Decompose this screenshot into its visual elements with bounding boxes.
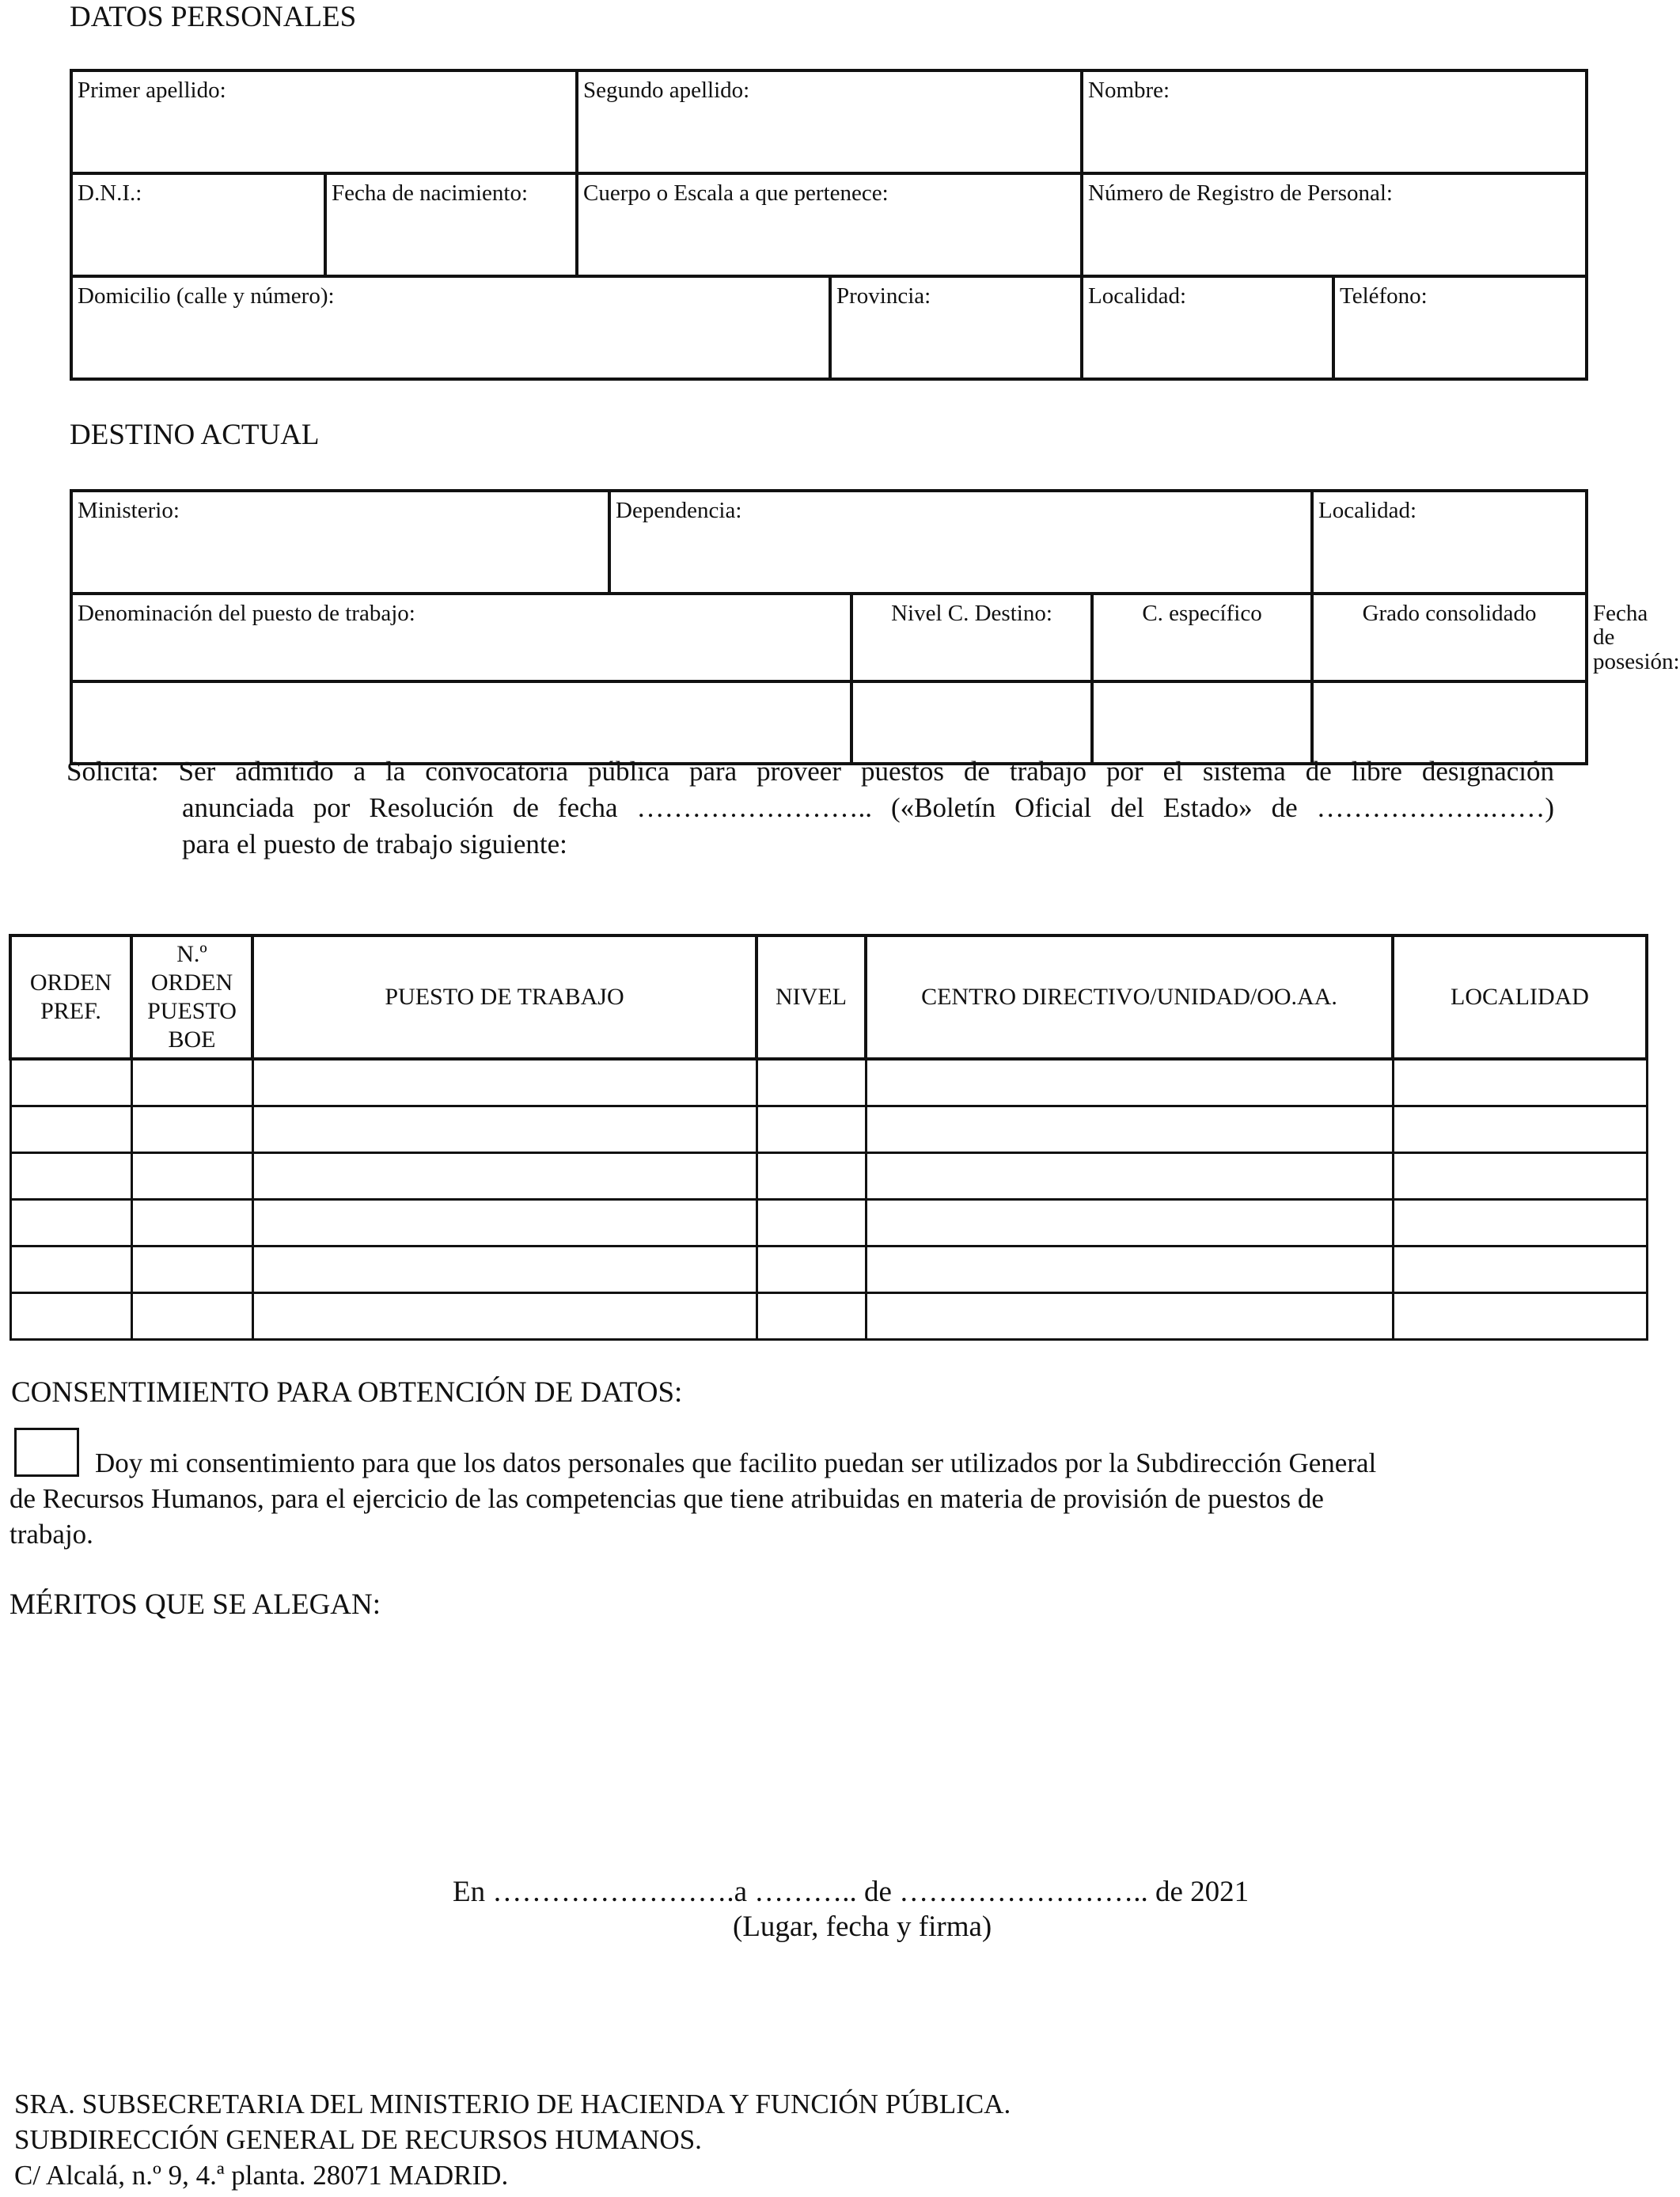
orden-preferencia-cell[interactable] xyxy=(10,1152,131,1199)
localidad-destino-field[interactable] xyxy=(1312,491,1587,594)
localidad-cell[interactable] xyxy=(1393,1199,1647,1246)
numero-orden-boe-cell[interactable] xyxy=(131,1152,252,1199)
consentimiento-checkbox[interactable] xyxy=(14,1428,79,1477)
orden-preferencia-cell[interactable] xyxy=(10,1246,131,1292)
grado-consolidado-input[interactable] xyxy=(1312,681,1587,764)
numero-orden-boe-cell[interactable] xyxy=(131,1199,252,1246)
segundo-apellido-field[interactable] xyxy=(577,70,1082,173)
nivel-cell[interactable] xyxy=(757,1292,866,1339)
localidad-cell[interactable] xyxy=(1393,1292,1647,1339)
numero-orden-boe-cell[interactable] xyxy=(131,1292,252,1339)
destinatario-line-1: SRA. SUBSECRETARIA DEL MINISTERIO DE HACIENDA Y FUNCIÓN PÚBLICA. xyxy=(14,2089,1011,2119)
consentimiento-line-3: trabajo. xyxy=(9,1519,93,1550)
table-row xyxy=(10,1106,1647,1152)
centro-directivo-cell[interactable] xyxy=(866,1292,1393,1339)
col-orden-preferencia xyxy=(10,935,131,1059)
puesto-trabajo-cell[interactable] xyxy=(252,1199,757,1246)
destino-actual-table: Ministerio: Dependencia: Localidad: Denominación del puesto de trabajo: Nivel C. Destino: C. específico Grado consolidado Fecha de posesión: xyxy=(70,489,1588,765)
nivel-cell[interactable] xyxy=(757,1199,866,1246)
nivel-cell[interactable] xyxy=(757,1059,866,1106)
nombre-field[interactable] xyxy=(1082,70,1587,173)
solicita-line-1: Solicita: Ser admitido a la convocatoria pública para proveer puestos de trabajo por el sistema de libre designación xyxy=(66,756,1554,787)
lugar-fecha-firma-caption: (Lugar, fecha y firma) xyxy=(733,1911,992,1943)
solicita-line-2: anunciada por Resolución de fecha …………………….. («Boletín Oficial del Estado» de ……………….……) xyxy=(182,792,1554,823)
centro-directivo-cell[interactable] xyxy=(866,1106,1393,1152)
numero-orden-boe-cell[interactable] xyxy=(131,1106,252,1152)
col-numero-orden-boe-line-2: ORDEN xyxy=(150,969,233,996)
primer-apellido-field[interactable] xyxy=(71,70,577,173)
dni-label: D.N.I.: xyxy=(78,180,142,206)
localidad-field[interactable] xyxy=(1082,276,1333,379)
dependencia-field[interactable] xyxy=(609,491,1312,594)
puesto-trabajo-cell[interactable] xyxy=(252,1059,757,1106)
puesto-trabajo-cell[interactable] xyxy=(252,1292,757,1339)
table-row xyxy=(10,1059,1647,1106)
puesto-trabajo-cell[interactable] xyxy=(252,1246,757,1292)
col-localidad: LOCALIDAD xyxy=(1393,935,1647,1059)
col-centro-directivo: CENTRO DIRECTIVO/UNIDAD/OO.AA. xyxy=(866,935,1393,1059)
localidad-cell[interactable] xyxy=(1393,1106,1647,1152)
consentimiento-line-2: de Recursos Humanos, para el ejercicio de las competencias que tiene atribuidas en materia de provisión de puestos de xyxy=(9,1483,1324,1514)
meritos-title: MÉRITOS QUE SE ALEGAN: xyxy=(9,1588,381,1621)
col-numero-orden-boe-line-4: BOE xyxy=(168,1026,216,1053)
segundo-apellido-label: Segundo apellido: xyxy=(583,78,750,103)
localidad-label: Localidad: xyxy=(1088,283,1187,309)
lugar-fecha-line: En …………………….a ……….. de …………………….. de 2021 xyxy=(453,1876,1250,1908)
nrp-field[interactable] xyxy=(1082,173,1587,276)
centro-directivo-cell[interactable] xyxy=(866,1246,1393,1292)
numero-orden-boe-cell[interactable] xyxy=(131,1059,252,1106)
localidad-cell[interactable] xyxy=(1393,1059,1647,1106)
table-row xyxy=(10,1199,1647,1246)
localidad-destino-label: Localidad: xyxy=(1318,498,1417,523)
table-row xyxy=(10,1292,1647,1339)
nivel-cell[interactable] xyxy=(757,1106,866,1152)
destinatario-line-2: SUBDIRECCIÓN GENERAL DE RECURSOS HUMANOS. xyxy=(14,2124,702,2155)
puesto-trabajo-cell[interactable] xyxy=(252,1106,757,1152)
solicita-line-3: para el puesto de trabajo siguiente: xyxy=(182,829,567,859)
nivel-destino-input[interactable] xyxy=(851,681,1092,764)
destino-actual-title: DESTINO ACTUAL xyxy=(70,419,320,451)
meritos-area[interactable] xyxy=(9,1630,1640,1852)
centro-directivo-cell[interactable] xyxy=(866,1152,1393,1199)
col-orden-preferencia-line-2: PREF. xyxy=(40,998,101,1024)
col-orden-preferencia-line-1: ORDEN xyxy=(29,969,112,996)
localidad-cell[interactable] xyxy=(1393,1152,1647,1199)
cuerpo-escala-label: Cuerpo o Escala a que pertenece: xyxy=(583,180,889,206)
fecha-nacimiento-label: Fecha de nacimiento: xyxy=(332,180,529,206)
cuerpo-escala-field[interactable] xyxy=(577,173,1082,276)
col-numero-orden-boe xyxy=(131,935,252,1059)
centro-directivo-cell[interactable] xyxy=(866,1199,1393,1246)
datos-personales-table xyxy=(70,69,1588,381)
nombre-label: Nombre: xyxy=(1088,78,1170,103)
table-row xyxy=(10,1246,1647,1292)
orden-preferencia-cell[interactable] xyxy=(10,1059,131,1106)
nivel-cell[interactable] xyxy=(757,1246,866,1292)
table-row xyxy=(10,1152,1647,1199)
orden-preferencia-cell[interactable] xyxy=(10,1292,131,1339)
col-nivel: NIVEL xyxy=(757,935,866,1059)
ministerio-label: Ministerio: xyxy=(78,498,180,523)
complemento-especifico-input[interactable] xyxy=(1092,681,1312,764)
nivel-destino-label: Nivel C. Destino: xyxy=(851,594,1092,681)
puesto-trabajo-cell[interactable] xyxy=(252,1152,757,1199)
denominacion-label: Denominación del puesto de trabajo: xyxy=(71,594,851,681)
localidad-cell[interactable] xyxy=(1393,1246,1647,1292)
domicilio-label: Domicilio (calle y número): xyxy=(78,283,335,309)
ministerio-field[interactable] xyxy=(71,491,609,594)
nivel-cell[interactable] xyxy=(757,1152,866,1199)
telefono-label: Teléfono: xyxy=(1340,283,1428,309)
datos-personales-title: DATOS PERSONALES xyxy=(70,1,357,33)
fecha-nacimiento-field[interactable] xyxy=(325,173,577,276)
denominacion-input[interactable] xyxy=(71,681,851,764)
telefono-field[interactable] xyxy=(1333,276,1587,379)
col-numero-orden-boe-line-1: N.º xyxy=(176,941,207,967)
orden-preferencia-cell[interactable] xyxy=(10,1199,131,1246)
col-puesto-trabajo: PUESTO DE TRABAJO xyxy=(252,935,757,1059)
puestos-solicitados-table xyxy=(9,934,1648,1341)
destinatario-line-3: C/ Alcalá, n.º 9, 4.ª planta. 28071 MADRID. xyxy=(14,2160,509,2191)
consentimiento-line-1: Doy mi consentimiento para que los datos personales que facilito puedan ser utilizados por la Subdirección General xyxy=(95,1448,1377,1478)
numero-orden-boe-cell[interactable] xyxy=(131,1246,252,1292)
provincia-field[interactable] xyxy=(830,276,1082,379)
centro-directivo-cell[interactable] xyxy=(866,1059,1393,1106)
nrp-label: Número de Registro de Personal: xyxy=(1088,180,1393,206)
consentimiento-title: CONSENTIMIENTO PARA OBTENCIÓN DE DATOS: xyxy=(11,1376,683,1409)
grado-consolidado-label: Grado consolidado xyxy=(1312,594,1587,681)
orden-preferencia-cell[interactable] xyxy=(10,1106,131,1152)
domicilio-field[interactable] xyxy=(71,276,830,379)
dependencia-label: Dependencia: xyxy=(616,498,742,523)
complemento-especifico-label: C. específico xyxy=(1092,594,1312,681)
col-numero-orden-boe-line-3: PUESTO xyxy=(147,998,237,1024)
primer-apellido-label: Primer apellido: xyxy=(78,78,226,103)
dni-field[interactable] xyxy=(71,173,325,276)
provincia-label: Provincia: xyxy=(836,283,931,309)
